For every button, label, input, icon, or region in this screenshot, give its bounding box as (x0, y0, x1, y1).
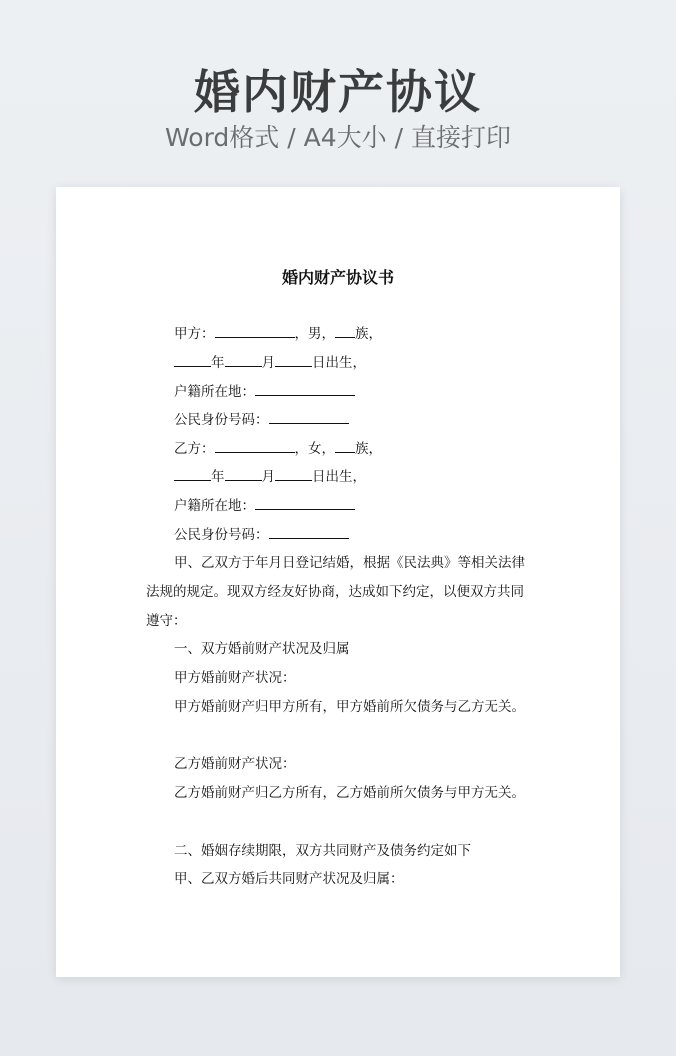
party-b-line (174, 439, 382, 459)
year-label: 年 (211, 469, 225, 485)
hukou-label: 户籍所在地： (174, 384, 255, 400)
joint-property-label: 甲、乙双方婚后共同财产状况及归属： (174, 871, 404, 887)
hukou-blank (255, 496, 355, 510)
year-blank (174, 353, 211, 367)
b-premarital-text: 乙方婚前财产归乙方所有，乙方婚前所欠债务与甲方无关。 (174, 785, 525, 801)
document-page (56, 187, 620, 977)
id-label: 公民身份号码： (174, 527, 269, 543)
day-blank (275, 467, 312, 481)
ethnicity-blank (335, 439, 355, 453)
ethnicity-suffix: 族， (355, 326, 382, 342)
hukou-label: 户籍所在地： (174, 498, 255, 514)
party-a-id-line (174, 410, 349, 430)
banner-title: 婚内财产协议 (194, 65, 482, 119)
section2-heading: 二、婚姻存续期限，双方共同财产及债务约定如下 (174, 843, 471, 859)
intro-line-1: 甲、乙双方于年月日登记结婚，根据《民法典》等相关法律 (174, 555, 525, 571)
banner-subtitle: Word格式 / A4大小 / 直接打印 (165, 123, 511, 152)
month-blank (225, 467, 262, 481)
a-premarital-text: 甲方婚前财产归甲方所有，甲方婚前所欠债务与乙方无关。 (174, 699, 525, 715)
ethnicity-blank (335, 324, 355, 338)
ethnicity-suffix: 族， (355, 441, 382, 457)
id-blank (269, 525, 349, 539)
party-b-birth-line (174, 467, 366, 487)
party-b-id-line (174, 525, 349, 545)
hukou-blank (255, 382, 355, 396)
day-blank (275, 353, 312, 367)
intro-line-2: 法规的规定。现双方经友好协商，达成如下约定，以便双方共同 (146, 584, 524, 600)
party-a-line (174, 324, 382, 344)
intro-line-3: 遵守： (146, 613, 187, 629)
gender-text: ，男， (294, 326, 335, 342)
party-a-birth-line (174, 353, 366, 373)
month-blank (225, 353, 262, 367)
document-title: 婚内财产协议书 (281, 268, 394, 287)
day-label: 日出生， (312, 469, 366, 485)
id-blank (269, 410, 349, 424)
month-label: 月 (261, 355, 275, 371)
party-b-hukou-line (174, 496, 355, 516)
year-blank (174, 467, 211, 481)
name-blank (215, 439, 295, 453)
name-blank (215, 324, 295, 338)
b-premarital-label: 乙方婚前财产状况： (174, 756, 296, 772)
id-label: 公民身份号码： (174, 412, 269, 428)
section1-heading: 一、双方婚前财产状况及归属 (174, 641, 350, 657)
day-label: 日出生， (312, 355, 366, 371)
a-premarital-label: 甲方婚前财产状况： (174, 670, 296, 686)
year-label: 年 (211, 355, 225, 371)
gender-text: ，女， (294, 441, 335, 457)
party-a-hukou-line (174, 382, 355, 402)
party-a-label: 甲方： (174, 326, 215, 342)
party-b-label: 乙方： (174, 441, 215, 457)
month-label: 月 (261, 469, 275, 485)
